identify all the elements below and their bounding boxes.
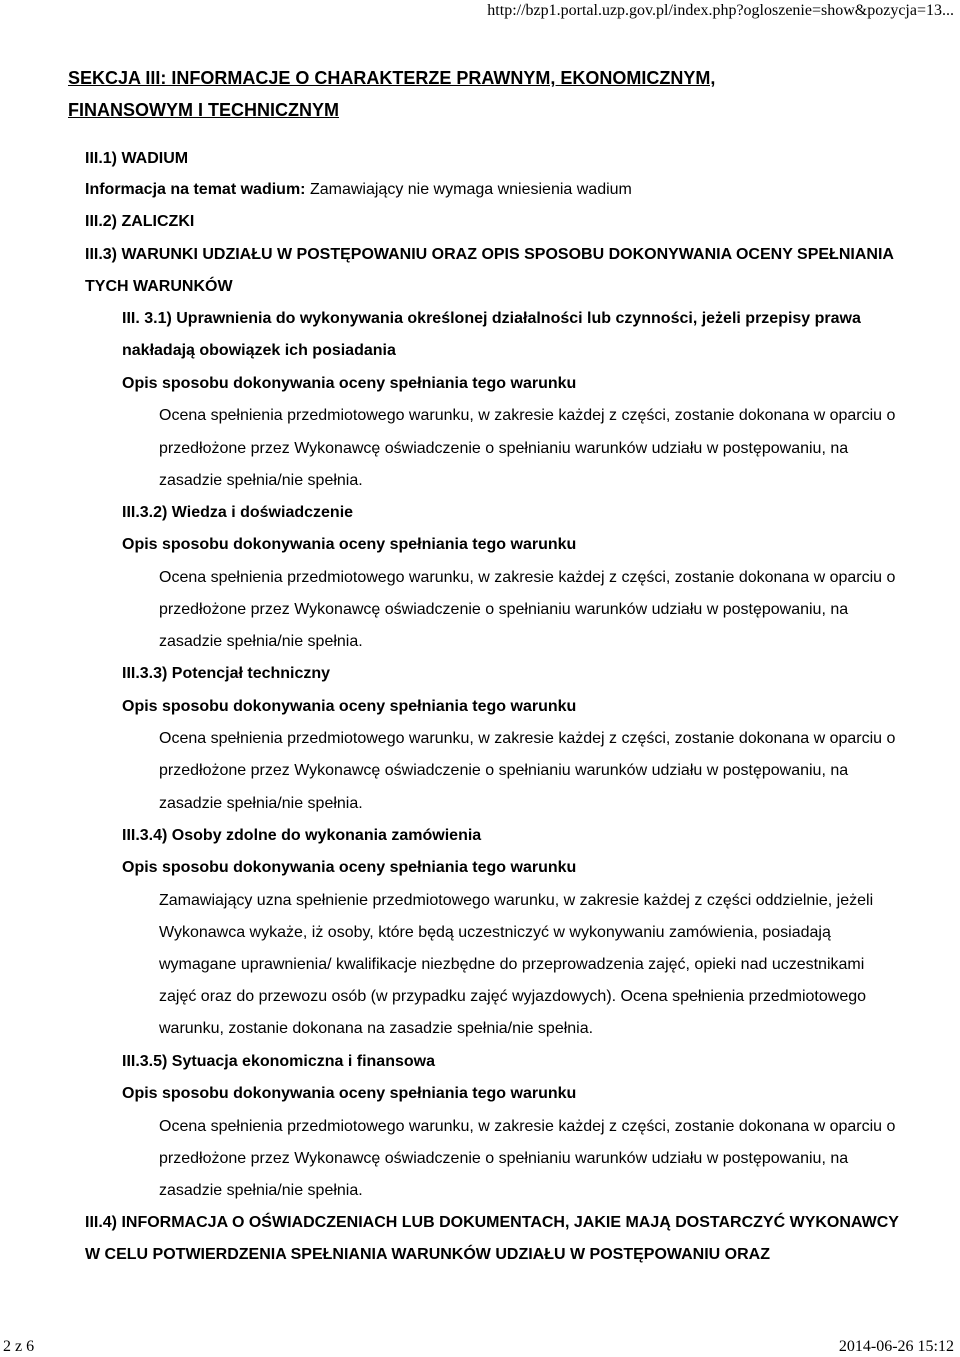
item-4-text-line1: Zamawiający uzna spełnienie przedmiotowego warunku, w zakresie każdej z części oddzielnie, jeżeli [159,892,874,909]
warunki-heading-line2: TYCH WARUNKÓW [85,278,233,295]
item-1-text-line3: zasadzie spełnia/nie spełnia. [159,472,363,489]
item-2-text-line2: przedłożone przez Wykonawcę oświadczenie o spełnianiu warunków udziału w postępowaniu, na [159,601,849,618]
item-4-opis-label: Opis sposobu dokonywania oceny spełniania tego warunku [122,859,577,876]
item-1-text-line1: Ocena spełnienia przedmiotowego warunku, w zakresie każdej z części, zostanie dokonana w oparciu o [159,407,896,424]
item-4-title: III.3.4) Osoby zdolne do wykonania zamówienia [122,827,482,844]
item-5-text-line1: Ocena spełnienia przedmiotowego warunku, w zakresie każdej z części, zostanie dokonana w oparciu o [159,1118,896,1135]
wadium-heading: III.1) WADIUM [85,150,189,167]
section-title-line1: SEKCJA III: INFORMACJE O CHARAKTERZE PRAWNYM, EKONOMICZNYM, [68,68,716,88]
item-2-title: III.3.2) Wiedza i doświadczenie [122,504,354,521]
footer-page-number: 2 z 6 [3,1338,35,1355]
header-url: http://bzp1.portal.uzp.gov.pl/index.php?ogloszenie=show&pozycja=13... [487,2,954,19]
item-4-text-line5: warunku, zostanie dokonana na zasadzie spełnia/nie spełnia. [159,1020,594,1037]
item-4-text-line2: Wykonawca wykaże, iż osoby, które będą uczestniczyć w wykonywaniu zamówienia, posiadają [159,924,831,941]
item-5-opis-label: Opis sposobu dokonywania oceny spełniania tego warunku [122,1085,577,1102]
section-title-line2: FINANSOWYM I TECHNICZNYM [68,100,339,120]
wadium-info-value: Zamawiający nie wymaga wniesienia wadium [309,181,632,198]
item-1-title-line1: III. 3.1) Uprawnienia do wykonywania określonej działalności lub czynności, jeżeli przepisy prawa [122,310,861,327]
item-3-text-line2: przedłożone przez Wykonawcę oświadczenie o spełnianiu warunków udziału w postępowaniu, na [159,762,849,779]
item-4-text-line3: wymagane uprawnienia/ kwalifikacje niezbędne do przeprowadzenia zajęć, opieki nad uczestnikami [159,956,865,973]
item-3-title: III.3.3) Potencjał techniczny [122,665,331,682]
item-3-opis-label: Opis sposobu dokonywania oceny spełniania tego warunku [122,698,577,715]
item-3-text-line3: zasadzie spełnia/nie spełnia. [159,795,363,812]
item-4-text-line4: zajęć oraz do przewozu osób (w przypadku zajęć wyjazdowych). Ocena spełnienia przedmiotowego [159,988,867,1005]
warunki-heading-line1: III.3) WARUNKI UDZIAŁU W POSTĘPOWANIU ORAZ OPIS SPOSOBU DOKONYWANIA OCENY SPEŁNIANIA [85,246,894,263]
item-5-text-line2: przedłożone przez Wykonawcę oświadczenie o spełnianiu warunków udziału w postępowaniu, na [159,1150,849,1167]
zaliczki-heading: III.2) ZALICZKI [85,213,195,230]
item-1-title-line2: nakładają obowiązek ich posiadania [122,342,396,359]
oswiadczenia-heading-line2: W CELU POTWIERDZENIA SPEŁNIANIA WARUNKÓW UDZIAŁU W POSTĘPOWANIU ORAZ [85,1246,771,1263]
wadium-info-label: Informacja na temat wadium: [85,181,306,198]
oswiadczenia-heading-line1: III.4) INFORMACJA O OŚWIADCZENIACH LUB DOKUMENTACH, JAKIE MAJĄ DOSTARCZYĆ WYKONAWCY [85,1214,899,1231]
item-2-text-line3: zasadzie spełnia/nie spełnia. [159,633,363,650]
item-1-opis-label: Opis sposobu dokonywania oceny spełniania tego warunku [122,375,577,392]
item-3-text-line1: Ocena spełnienia przedmiotowego warunku, w zakresie każdej z części, zostanie dokonana w oparciu o [159,730,896,747]
item-2-opis-label: Opis sposobu dokonywania oceny spełniania tego warunku [122,536,577,553]
item-5-text-line3: zasadzie spełnia/nie spełnia. [159,1182,363,1199]
item-2-text-line1: Ocena spełnienia przedmiotowego warunku, w zakresie każdej z części, zostanie dokonana w oparciu o [159,569,896,586]
wadium-info [85,180,632,200]
footer-datetime: 2014-06-26 15:12 [838,1338,954,1355]
item-1-text-line2: przedłożone przez Wykonawcę oświadczenie o spełnianiu warunków udziału w postępowaniu, na [159,440,849,457]
item-5-title: III.3.5) Sytuacja ekonomiczna i finansowa [122,1053,435,1070]
